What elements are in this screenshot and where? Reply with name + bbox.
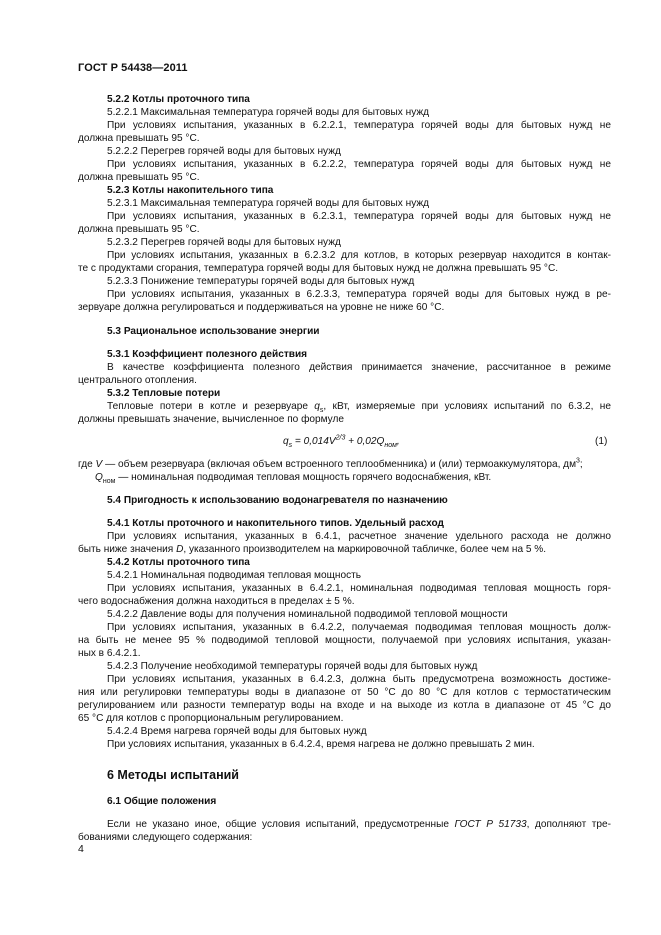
where-clause: $Q_{ном}$ — номинальная подводимая тепловая мощность горячего водоснабжения, кВт. [95,472,492,486]
section-heading: 5.3 Рациональное использование энергии [107,326,320,337]
paragraph-line: должна превышать 95 °С. [78,172,200,183]
subsection-heading: 5.2.3.3 Понижение температуры горячей воды для бытовых нужд [107,276,415,287]
paragraph-line: должна превышать 95 °С. [78,224,200,235]
section-heading: 5.4 Пригодность к использованию водонагревателя по назначению [107,495,448,506]
paragraph-line: быть ниже значения D, указанного производителем на маркировочной табличке, более чем на 5 %. [78,544,547,555]
paragraph-line: При условиях испытания, указанных в 6.4.2.2, получаемая подводимая тепловая мощность долж- [107,622,611,633]
where-clause: где V — объем резервуара (включая объем встроенного теплообменника) и (или) термоаккумулятора, $дм^3$; [78,457,583,470]
document-header: ГОСТ Р 54438—2011 [78,62,188,74]
paragraph-line: При условиях испытания, указанных в 6.2.3.3, температура горячей воды для бытовых нужд в ре- [107,289,611,300]
subsection-heading: 5.4.2 Котлы проточного типа [107,557,250,568]
subsection-heading: 5.3.2 Тепловые потери [107,388,221,399]
paragraph-line: 65 °С для котлов с пропорциональным регулированием. [78,713,344,724]
paragraph-line: При условиях испытания, указанных в 6.2.2.1, температура горячей воды для бытовых нужд не [107,120,611,131]
subsection-heading: 5.3.1 Коэффициент полезного действия [107,349,308,360]
paragraph-line: Тепловые потери в котле и резервуаре $q_s$, кВт, измеряемые при условиях испытаний по 6.3.2, не [107,401,611,415]
subsection-heading: 5.4.2.4 Время нагрева горячей воды для бытовых нужд [107,726,367,737]
paragraph-line: При условиях испытания, указанных в 6.4.1, расчетное значение удельного расхода не должно [107,531,611,542]
page-number: 4 [78,843,84,855]
subsection-heading: 5.4.1 Котлы проточного и накопительного типов. Удельный расход [107,518,444,529]
paragraph-line: ния или регулировки температуры воды в диапазоне от 50 °С до 80 °С для котлов с термостатическим [78,687,611,698]
paragraph-line: те с продуктами сгорания, температура горячей воды для бытовых нужд не должна превышать 95 °С. [78,263,559,274]
formula-number: (1) [595,436,608,447]
paragraph-line: При условиях испытания, указанных в 6.2.3.1, температура горячей воды для бытовых нужд не [107,211,611,222]
subsection-heading: 5.4.2.2 Давление воды для получения номинальной подводимой тепловой мощности [107,609,508,620]
paragraph-line: При условиях испытания, указанных в 6.4.2.1, номинальная подводимая тепловая мощность горя- [107,583,611,594]
subsection-heading: 5.4.2.1 Номинальная подводимая тепловая мощность [107,570,361,581]
subsection-heading: 5.4.2.3 Получение необходимой температуры горячей воды для бытовых нужд [107,661,478,672]
subsection-heading: 5.2.3.1 Максимальная температура горячей воды для бытовых нужд [107,198,430,209]
subsection-heading: 5.2.2.1 Максимальная температура горячей воды для бытовых нужд [107,107,430,118]
paragraph-line: должна превышать 95 °С. [78,133,200,144]
subsection-heading: 5.2.3.2 Перегрев горячей воды для бытовых нужд [107,237,341,248]
paragraph-line: регулированием или разности температур воды на входе и на выходе из котла в диапазоне от 45 °С до [78,700,611,711]
section-heading: 5.2.2 Котлы проточного типа [107,94,250,105]
formula: $q_s = 0,014V^{2/3} + 0,02Q_{ном}$, [283,434,400,450]
paragraph-line: бованиями следующего содержания: [78,832,253,843]
paragraph-line: центрального отопления. [78,375,197,386]
section-heading: 6.1 Общие положения [107,796,217,807]
paragraph-line: чего водоснабжения должна находиться в пределах ± 5 %. [78,596,355,607]
paragraph-line: При условиях испытания, указанных в 6.4.2.4, время нагрева не должно превышать 2 мин. [107,739,535,750]
paragraph-line: Если не указано иное, общие условия испытаний, предусмотренные ГОСТ Р 51733, дополняют тре- [107,819,611,830]
paragraph-line: ных в 6.4.2.1. [78,648,141,659]
paragraph-line: на быть не менее 95 % подводимой тепловой мощности, получаемой при условиях испытания, указан- [78,635,611,646]
paragraph-line: должны превышать значение, вычисленное по формуле [78,414,344,425]
section-heading: 5.2.3 Котлы накопительного типа [107,185,274,196]
paragraph-line: В качестве коэффициента полезного действия принимается значение, рассчитанное в режиме [107,362,611,373]
paragraph-line: зервуаре должна регулироваться и поддерживаться на уровне не ниже 60 °С. [78,302,445,313]
chapter-heading: 6 Методы испытаний [107,768,239,782]
paragraph-line: При условиях испытания, указанных в 6.4.2.3, должна быть предусмотрена возможность достиже- [107,674,611,685]
paragraph-line: При условиях испытания, указанных в 6.2.3.2 для котлов, в которых резервуар находится в контак- [107,250,611,261]
subsection-heading: 5.2.2.2 Перегрев горячей воды для бытовых нужд [107,146,341,157]
paragraph-line: При условиях испытания, указанных в 6.2.2.2, температура горячей воды для бытовых нужд не [107,159,611,170]
